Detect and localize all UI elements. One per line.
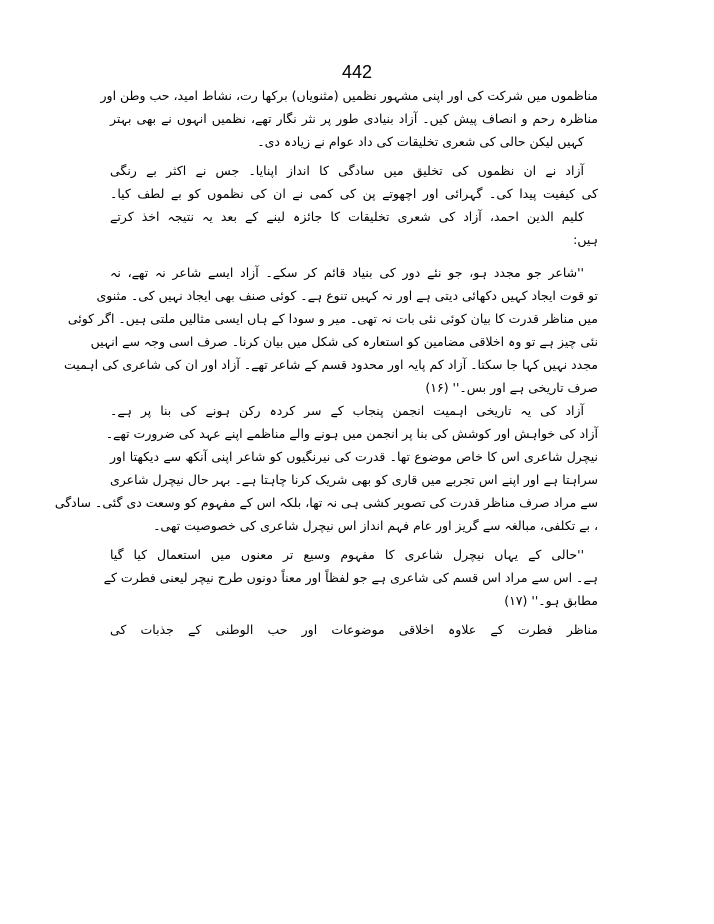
quote-line: ''شاعر جو مجدد ہو، جو نئے دور کی بنیاد قائم کر سکے۔ آزاد ایسے شاعر نہ تھے، نہ <box>110 265 584 280</box>
text-line: نیچرل شاعری اس کا خاص موضوع تھا۔ قدرت کی نیرنگیوں کو شاعر اپنی آنکھ سے دیکھتا اور <box>110 449 598 464</box>
quote-line: ''حالی کے یہاں نیچرل شاعری کا مفہوم وسیع تر معنوں میں استعمال کیا گیا <box>110 547 584 562</box>
quote-line: مطابق ہو۔'' (۱۷) <box>504 593 598 608</box>
text-line: کہیں لیکن حالی کی شعری تخلیقات کی داد عوام نے زیادہ دی۔ <box>257 134 584 149</box>
text-line: ، بے تکلفی، مبالغہ سے گریز اور عام فہم انداز اس نیچرل شاعری کی خصوصیت تھی۔ <box>153 518 598 533</box>
quote-line: صرف تاریخی ہے اور بس۔'' (۱۶) <box>425 380 598 395</box>
text-line: کی کیفیت پیدا کی۔ گہرائی اور اچھوتے پن کی کمی نے ان کی نظموں کو بے لطف کیا۔ <box>110 186 598 201</box>
text-line: سراہتا ہے اور اپنے اس تجربے میں قاری کو بھی شریک کرنا چاہتا ہے۔ بہر حال نیچرل شاعری <box>110 472 598 487</box>
text-line: سے مراد صرف مناظر قدرت کی تصویر کشی ہی نہ تھا، بلکہ اس کے مفہوم کو وسعت دی گئی۔ سادگی <box>54 495 598 510</box>
quote-line: تو قوت ایجاد کہیں دکھائی دیتی ہے اور نہ کہیں تنوع ہے۔ کوئی صنف بھی ایجاد نہیں کی۔ مثنوی <box>96 288 598 303</box>
quote-line: نئی چیز ہے تو وہ اخلاقی مضامین کو استعارہ کی شکل میں بیان کرنا۔ صرف اسی وجہ سے انہیں <box>90 334 598 349</box>
quote-line: میں مناظر قدرت کا بیان کوئی نئی بات نہ تھی۔ میر و سودا کے ہاں ایسی مثالیں ملتی ہیں۔ اگر کوئی <box>67 311 598 326</box>
quote-line: مجدد نہیں کہا جا سکتا۔ آزاد کم پایہ اور محدود قسم کے شاعر تھے۔ آزاد اور ان کی شاعری کی اہمیت <box>64 357 598 372</box>
text-line: کلیم الدین احمد، آزاد کی شعری تخلیقات کا جائزہ لینے کے بعد یہ نتیجہ اخذ کرتے <box>110 209 584 224</box>
page-number: 442 <box>341 62 373 82</box>
text-line: آزاد نے ان نظموں کی تخلیق میں سادگی کا انداز اپنایا۔ جس نے اکثر بے رنگی <box>110 163 584 178</box>
text-line: آزاد کی یہ تاریخی اہمیت انجمن پنجاب کے سر کردہ رکن ہونے کی بنا پر ہے۔ <box>110 403 584 418</box>
text-line: ہیں: <box>573 232 598 247</box>
body-text <box>54 84 598 641</box>
text-line: مناظر فطرت کے علاوہ اخلاقی موضوعات اور حب الوطنی کے جذبات کی <box>110 622 598 637</box>
text-line: مناظرہ رحم و انصاف پیش کیں۔ آزاد بنیادی طور پر نثر نگار تھے، نظمیں انہوں نے بھی بہتر <box>110 111 598 126</box>
quote-line: ہے۔ اس سے مراد اس قسم کی شاعری ہے جو لفظاً اور معناً دونوں طرح نیچر لیعنی فطرت کے <box>103 570 598 585</box>
text-line: آزاد کی خواہش اور کوشش کی بنا پر انجمن میں ہونے والے مناظمے اپنے عہد کی ضرورت تھے۔ <box>105 426 598 441</box>
text-line: مناظموں میں شرکت کی اور اپنی مشہور نظمیں (مثنویاں) برکھا رت، نشاط امید، حب وطن اور <box>100 88 598 103</box>
